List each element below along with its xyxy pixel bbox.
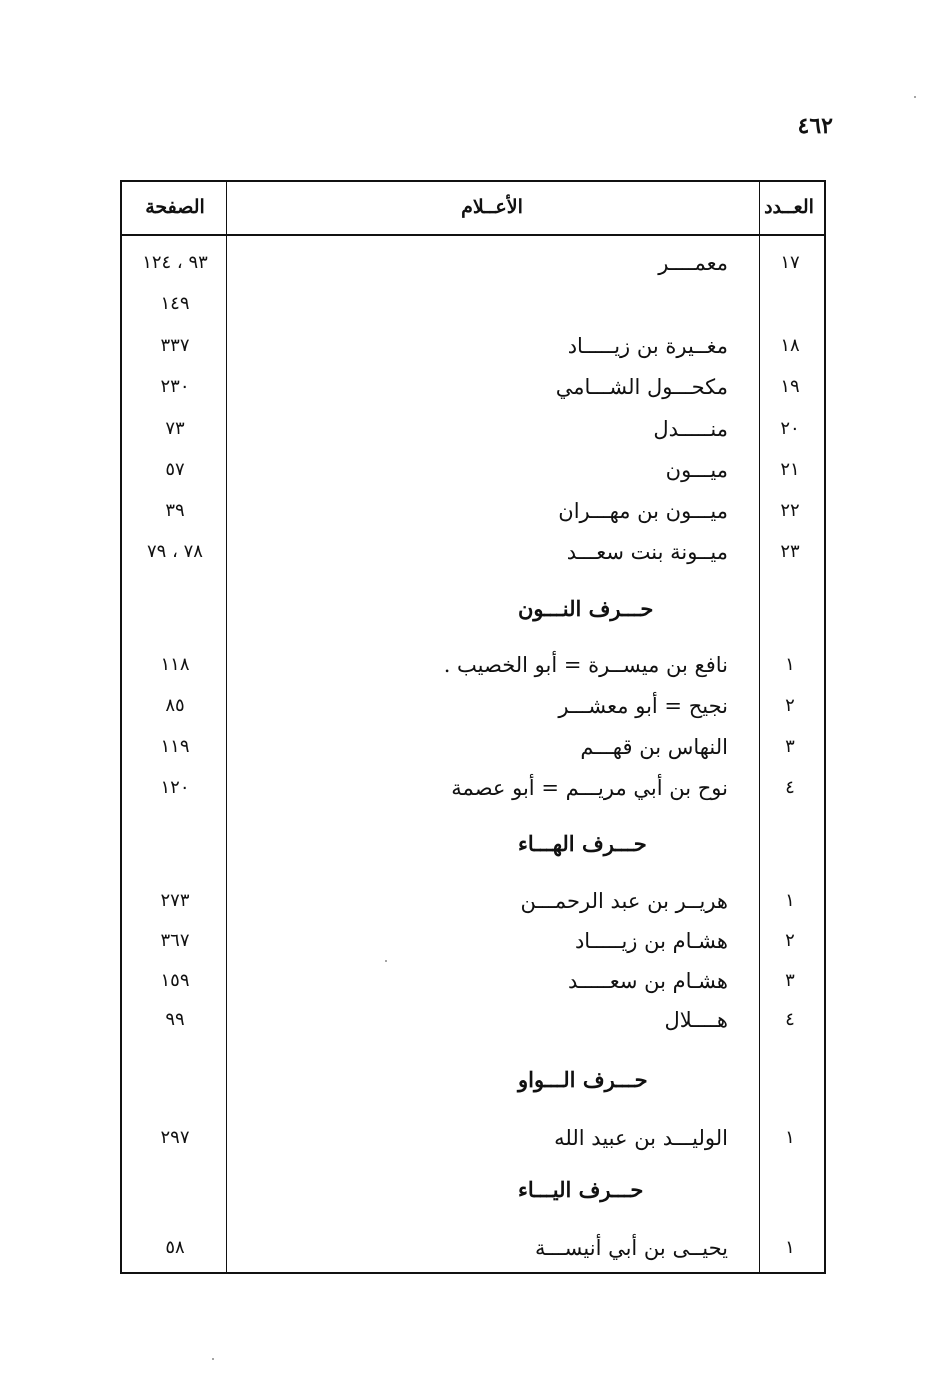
row-name: النهاس بن قهـــم	[580, 735, 728, 759]
row-name: هريــر بن عبد الرحمـــن	[520, 889, 728, 913]
row-number: ١	[785, 654, 795, 675]
table-row	[122, 1120, 824, 1156]
table-row	[122, 452, 824, 488]
row-page: ١٤٩	[160, 293, 190, 314]
row-name: ميـــون بن مهـــران	[558, 499, 728, 523]
scan-speck	[385, 960, 387, 962]
table-row	[122, 534, 824, 570]
row-name: هشـام بن زيـــــاد	[574, 929, 728, 953]
names-index-table	[120, 180, 826, 1274]
section-heading-label: حـــرف الهـــاء	[518, 831, 647, 856]
row-name: معمــــر	[658, 251, 728, 275]
row-number: ٢	[785, 930, 795, 951]
row-name: نجيح = أبو معشـــر	[558, 694, 728, 718]
row-page: ٧٨ ، ٧٩	[147, 541, 203, 562]
row-name: منـــــدل	[653, 417, 728, 441]
section-heading-waw	[228, 1062, 758, 1098]
row-number: ٤	[785, 1009, 795, 1030]
row-page: ٢٩٧	[160, 1127, 190, 1148]
row-page: ٥٧	[165, 459, 185, 480]
table-header	[122, 182, 824, 236]
row-number: ٢٣	[780, 541, 800, 562]
table-row	[122, 647, 824, 683]
row-page: ١٢٠	[160, 777, 190, 798]
section-heading-label: حـــرف النـــون	[518, 596, 654, 621]
table-row	[122, 923, 824, 959]
section-heading-label: حـــرف اليـــاء	[518, 1177, 644, 1202]
header-page: الصفحة	[145, 196, 205, 218]
row-page: ٢٣٠	[160, 376, 190, 397]
table-row	[122, 369, 824, 405]
section-heading-label: حـــرف الـــواو	[518, 1067, 648, 1092]
row-page: ٩٩	[165, 1009, 185, 1030]
table-row	[122, 1002, 824, 1038]
table-row	[122, 411, 824, 447]
row-page: ١١٨	[160, 654, 190, 675]
row-number: ٢	[785, 695, 795, 716]
scan-speck	[914, 96, 916, 98]
row-page: ٣٩	[165, 500, 185, 521]
row-name: الوليـــد بن عبيد الله	[554, 1126, 728, 1150]
header-number: العــدد	[764, 196, 814, 218]
scan-speck	[212, 1358, 214, 1360]
table-row	[122, 328, 824, 364]
row-number	[770, 286, 810, 322]
row-name	[208, 286, 728, 322]
row-number: ١	[785, 890, 795, 911]
table-row	[122, 688, 824, 724]
table-row	[122, 963, 824, 999]
row-name: مكحـــول الشـــامي	[555, 375, 728, 399]
row-number: ١	[785, 1237, 795, 1258]
row-page: ١١٩	[160, 736, 190, 757]
row-number: ٣	[785, 736, 795, 757]
row-name: نافع بن ميســرة = أبو الخصيب .	[443, 653, 728, 677]
row-name: هــــلال	[664, 1008, 728, 1032]
row-number: ٢١	[780, 459, 800, 480]
table-row	[122, 1230, 824, 1266]
header-names: الأعــلام	[461, 196, 523, 218]
section-heading-ha	[228, 826, 758, 862]
page-number: ٤٦٢	[797, 113, 833, 139]
row-page: ٨٥	[165, 695, 185, 716]
table-body	[122, 234, 824, 1272]
table-row	[122, 883, 824, 919]
row-number: ٢٢	[780, 500, 800, 521]
table-row	[122, 493, 824, 529]
row-page: ٧٣	[165, 418, 185, 439]
table-row	[122, 286, 824, 322]
row-number: ٢٠	[780, 418, 800, 439]
row-name: يحيــى بن أبي أنيســـة	[534, 1236, 728, 1260]
row-name: مغــيرة بن زيـــــاد	[567, 334, 728, 358]
table-row	[122, 729, 824, 765]
row-name: هشـام بن سعـــــد	[567, 969, 728, 993]
section-heading-nun	[228, 591, 758, 627]
row-number: ١	[785, 1127, 795, 1148]
row-page: ٣٦٧	[160, 930, 190, 951]
row-page: ٣٣٧	[160, 335, 190, 356]
row-name: ميـــون	[665, 458, 728, 482]
row-page: ٥٨	[165, 1237, 185, 1258]
row-number: ٤	[785, 777, 795, 798]
row-number: ١٩	[780, 376, 800, 397]
row-page: ١٥٩	[160, 970, 190, 991]
section-heading-ya	[228, 1172, 758, 1208]
table-row	[122, 770, 824, 806]
row-name: ميــونة بنت سعـــد	[566, 540, 728, 564]
table-row	[122, 245, 824, 281]
row-number: ١٨	[780, 335, 800, 356]
row-number: ١٧	[780, 252, 800, 273]
row-page: ٢٧٣	[160, 890, 190, 911]
row-page: ٩٣ ، ١٢٤	[142, 252, 208, 273]
row-name: نوح بن أبي مريـــم = أبو عصمة	[451, 776, 728, 800]
row-number: ٣	[785, 970, 795, 991]
